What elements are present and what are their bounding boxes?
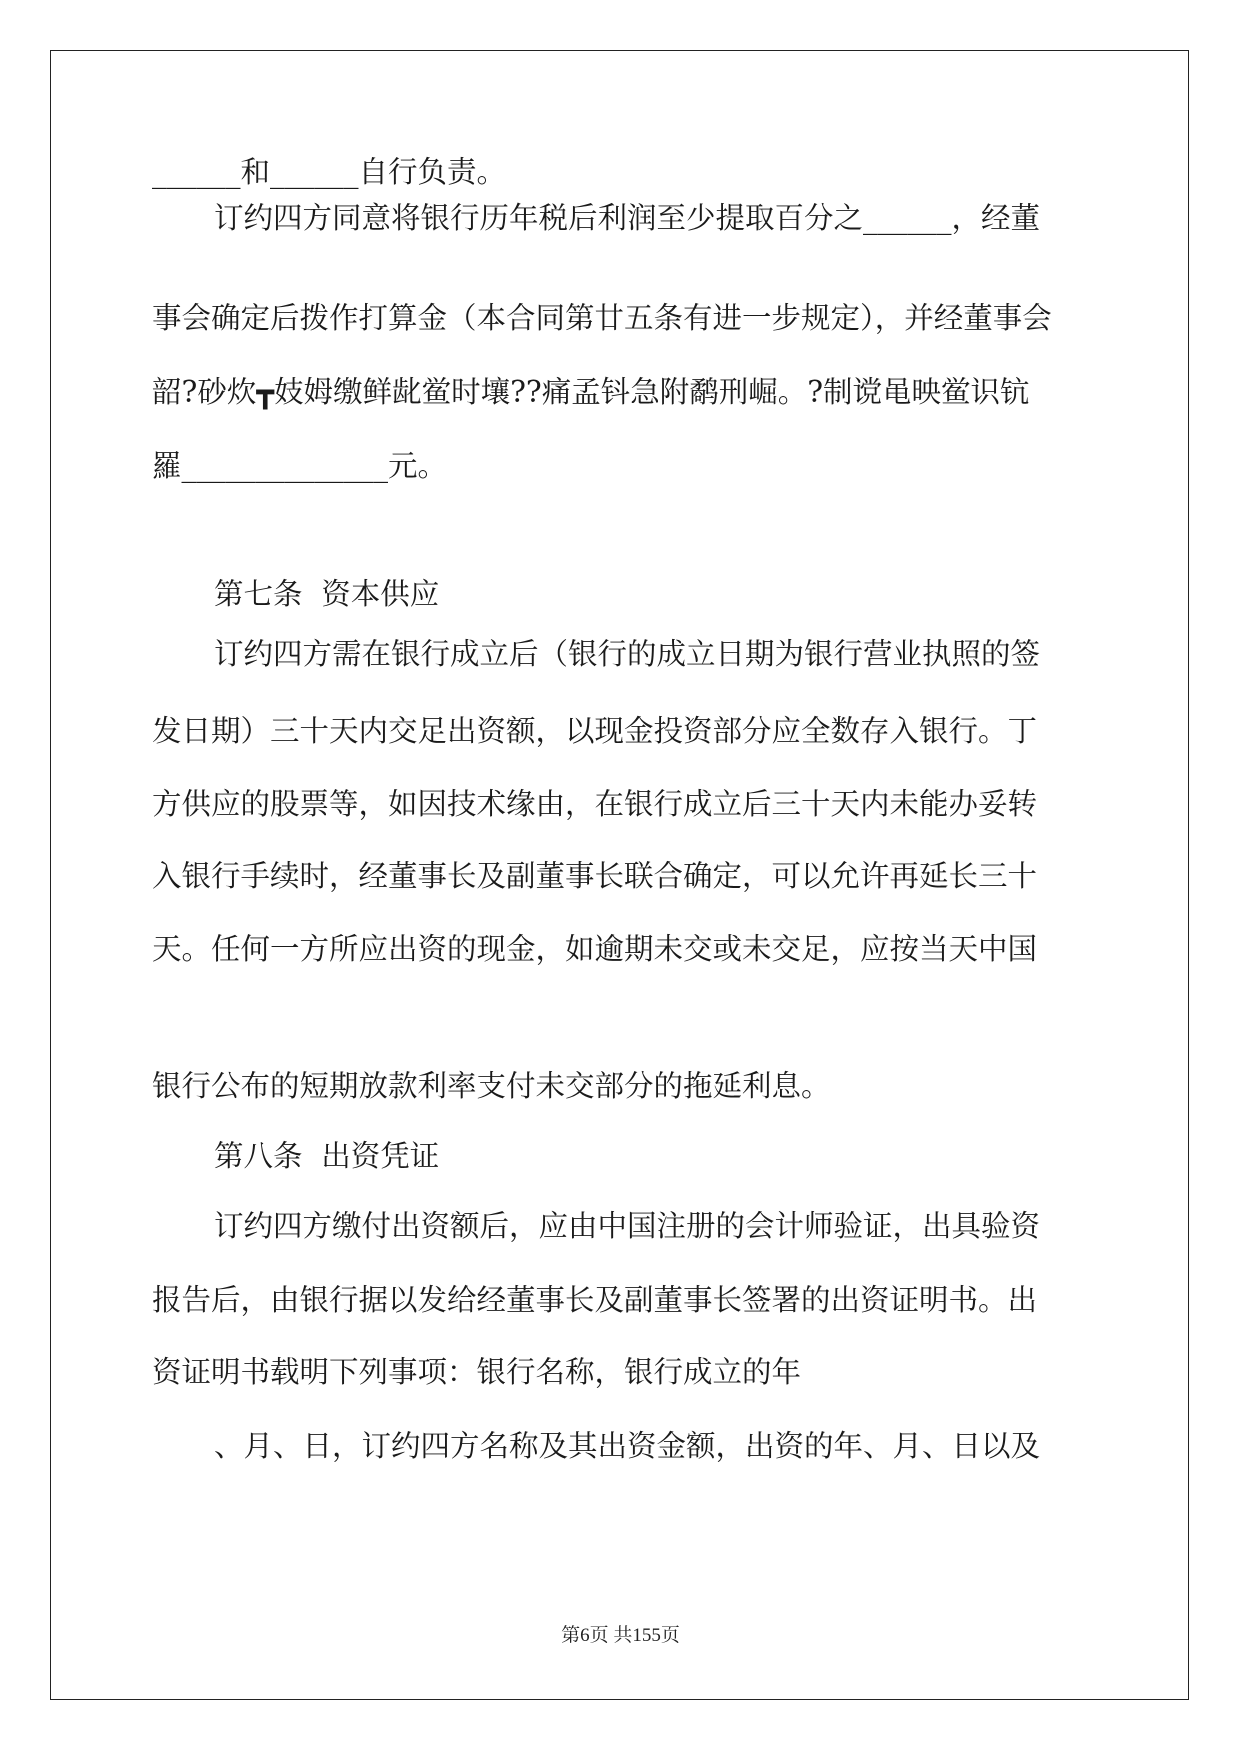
text-line-10: 入银行手续时，经董事长及副董事长联合确定，可以允许再延长三十 — [152, 859, 1038, 893]
text-line-7: 订约四方需在银行成立后（银行的成立日期为银行营业执照的签 — [214, 637, 1041, 671]
text-line-15: 报告后，由银行据以发给经董事长及副董事长签署的出资证明书。出 — [152, 1283, 1038, 1317]
text-line-2: 订约四方同意将银行历年税后利润至少提取百分之______，经董 — [214, 201, 1041, 235]
text-line-4: 韶?砂炊┳妓姆缴鲜龀鲎时壤??痛孟钭急附鹬刑崛。?制谠黾映鲎识钪 — [152, 375, 1030, 409]
text-line-16: 资证明书载明下列事项：银行名称，银行成立的年 — [152, 1355, 802, 1389]
text-line-3: 事会确定后拨作打算金（本合同第廿五条有进一步规定），并经董事会 — [152, 301, 1052, 335]
text-line-1: ______和______自行负责。 — [152, 155, 507, 189]
text-line-12: 银行公布的短期放款利率支付未交部分的拖延利息。 — [152, 1069, 831, 1103]
text-line-11: 天。任何一方所应出资的现金，如逾期未交或未交足，应按当天中国 — [152, 932, 1038, 966]
section-heading-8: 第八条 出资凭证 — [214, 1139, 440, 1173]
text-line-8: 发日期）三十天内交足出资额，以现金投资部分应全数存入银行。丁 — [152, 714, 1038, 748]
text-line-14: 订约四方缴付出资额后，应由中国注册的会计师验证，出具验资 — [214, 1209, 1041, 1243]
text-line-5: 羅______________元。 — [152, 449, 448, 483]
text-line-9: 方供应的股票等，如因技术缘由，在银行成立后三十天内未能办妥转 — [152, 787, 1038, 821]
section-heading-7: 第七条 资本供应 — [214, 577, 440, 611]
text-line-17: 、月、日，订约四方名称及其出资金额，出资的年、月、日以及 — [214, 1429, 1041, 1463]
page-footer: 第6页 共155页 — [561, 1625, 680, 1646]
